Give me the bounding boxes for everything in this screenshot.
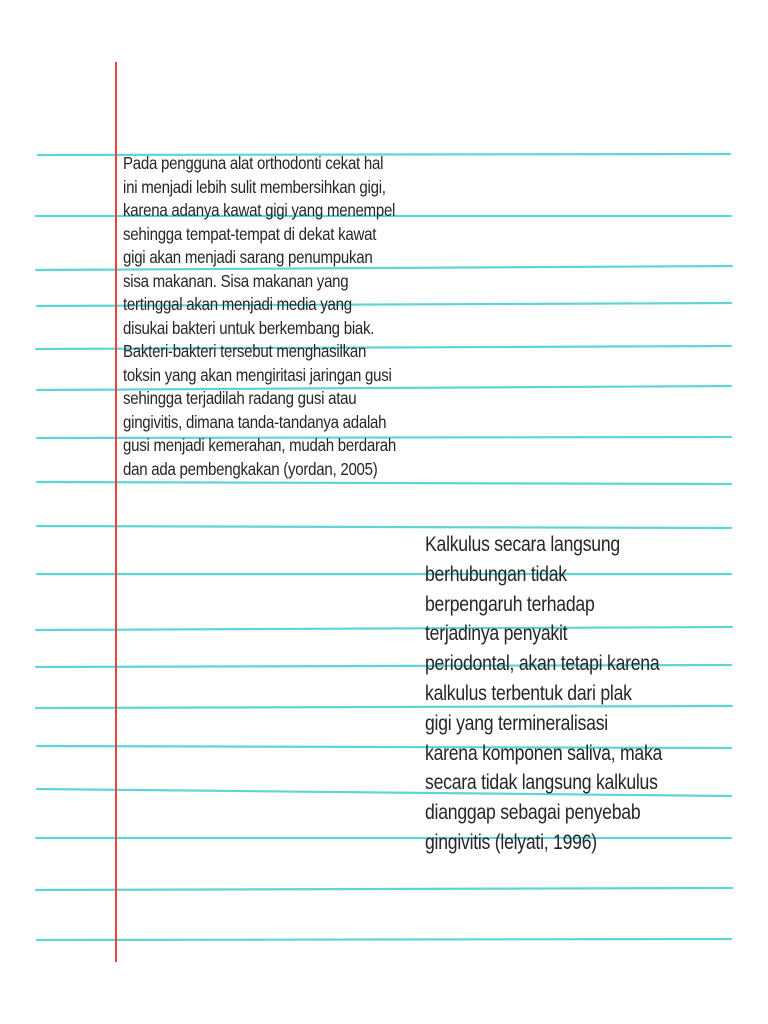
text-line: karena adanya kawat gigi yang menempel (123, 200, 396, 220)
rule-line (36, 888, 732, 890)
text-line: tertinggal akan menjadi media yang (123, 294, 352, 314)
rule-line (37, 482, 731, 484)
rule-line (37, 939, 731, 940)
text-line: disukai bakteri untuk berkembang biak. (123, 317, 375, 338)
text-line: ini menjadi lebih sulit membersihkan gigi, (123, 176, 386, 197)
text-line: Bakteri-bakteri tersebut menghasilkan (123, 341, 367, 361)
text-line: karena komponen saliva, maka (425, 741, 663, 765)
text-line: gingivitis (lelyati, 1996) (425, 830, 597, 854)
text-line: sisa makanan. Sisa makanan yang (123, 270, 349, 291)
text-line: dianggap sebagai penyebab (425, 801, 641, 825)
text-line: berhubungan tidak (425, 562, 567, 586)
note-calculus-paragraph (425, 530, 662, 858)
text-line: Kalkulus secara langsung (425, 533, 620, 556)
text-line: Pada pengguna alat orthodonti cekat hal (123, 153, 384, 173)
text-line: berpengaruh terhadap (425, 592, 595, 616)
text-line: toksin yang akan mengiritasi jaringan gusi (123, 364, 392, 385)
text-line: periodontal, akan tetapi karena (425, 652, 660, 676)
note-orthodontic-paragraph (123, 152, 396, 481)
text-line: gingivitis, dimana tanda-tandanya adalah (123, 411, 387, 432)
text-line: gusi menjadi kemerahan, mudah berdarah (123, 435, 396, 455)
text-line: terjadinya penyakit (425, 622, 568, 646)
rule-line (37, 526, 731, 528)
text-line: gigi akan menjadi sarang penumpukan (123, 247, 373, 267)
text-line: gigi yang termineralisasi (425, 711, 608, 735)
margin-line (115, 62, 117, 962)
text-line: dan ada pembengkakan (yordan, 2005) (123, 458, 378, 479)
text-line: sehingga terjadilah radang gusi atau (123, 388, 357, 408)
text-line: kalkulus terbentuk dari plak (425, 681, 632, 705)
text-line: secara tidak langsung kalkulus (425, 771, 658, 795)
text-line: sehingga tempat-tempat di dekat kawat (123, 223, 377, 244)
